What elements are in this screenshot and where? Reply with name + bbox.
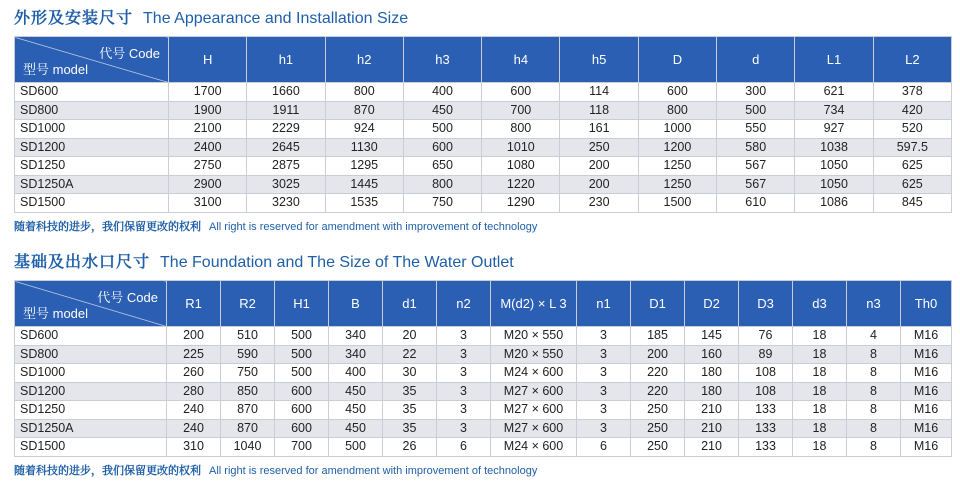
value-cell: 500: [275, 327, 329, 346]
value-cell: 3: [437, 327, 491, 346]
foundation-table-body: [15, 327, 952, 457]
value-cell: 160: [685, 345, 739, 364]
value-cell: 3: [577, 345, 631, 364]
value-cell: M24 × 600: [491, 438, 577, 457]
value-cell: 250: [631, 419, 685, 438]
value-cell: 800: [403, 175, 481, 194]
value-cell: 20: [383, 327, 437, 346]
value-cell: 500: [717, 101, 795, 120]
value-cell: 1050: [795, 157, 873, 176]
value-cell: 18: [793, 345, 847, 364]
model-cell: SD600: [15, 83, 169, 102]
model-cell: SD1500: [15, 438, 167, 457]
value-cell: 210: [685, 401, 739, 420]
value-cell: M24 × 600: [491, 364, 577, 383]
value-cell: 600: [275, 382, 329, 401]
column-header: d: [717, 37, 795, 83]
value-cell: 340: [329, 327, 383, 346]
column-header: R1: [167, 281, 221, 327]
value-cell: 185: [631, 327, 685, 346]
value-cell: 133: [739, 438, 793, 457]
value-cell: 400: [403, 83, 481, 102]
value-cell: 1250: [638, 175, 716, 194]
value-cell: 240: [167, 401, 221, 420]
value-cell: 700: [275, 438, 329, 457]
value-cell: 1535: [325, 194, 403, 213]
value-cell: 378: [873, 83, 951, 102]
value-cell: 450: [329, 419, 383, 438]
model-cell: SD1250: [15, 401, 167, 420]
value-cell: 3: [437, 345, 491, 364]
value-cell: 3025: [247, 175, 325, 194]
foundation-outlet-section: [14, 252, 952, 478]
table-row: [15, 83, 952, 102]
value-cell: 1200: [638, 138, 716, 157]
value-cell: 400: [329, 364, 383, 383]
value-cell: M16: [901, 438, 952, 457]
value-cell: 610: [717, 194, 795, 213]
value-cell: 280: [167, 382, 221, 401]
value-cell: 3100: [169, 194, 247, 213]
table-row: [15, 382, 952, 401]
value-cell: 734: [795, 101, 873, 120]
table-row: [15, 345, 952, 364]
value-cell: 600: [275, 401, 329, 420]
value-cell: M16: [901, 327, 952, 346]
table-row: [15, 138, 952, 157]
value-cell: 240: [167, 419, 221, 438]
value-cell: 750: [221, 364, 275, 383]
value-cell: 927: [795, 120, 873, 139]
value-cell: 700: [482, 101, 560, 120]
table-corner-header: [15, 281, 167, 327]
value-cell: 200: [167, 327, 221, 346]
value-cell: 750: [403, 194, 481, 213]
column-header: B: [329, 281, 383, 327]
column-header: H1: [275, 281, 329, 327]
column-header: h4: [482, 37, 560, 83]
model-cell: SD1250A: [15, 419, 167, 438]
column-header: M(d2) × L 3: [491, 281, 577, 327]
corner-model-label: 型号 model: [23, 62, 89, 77]
value-cell: 3: [577, 419, 631, 438]
value-cell: 500: [275, 364, 329, 383]
value-cell: 18: [793, 401, 847, 420]
value-cell: 76: [739, 327, 793, 346]
value-cell: 650: [403, 157, 481, 176]
table-row: [15, 419, 952, 438]
value-cell: M16: [901, 382, 952, 401]
value-cell: 3: [577, 382, 631, 401]
value-cell: M20 × 550: [491, 345, 577, 364]
value-cell: 3230: [247, 194, 325, 213]
value-cell: 8: [847, 401, 901, 420]
value-cell: 1295: [325, 157, 403, 176]
value-cell: 3: [437, 382, 491, 401]
table-corner-header: [15, 37, 169, 83]
value-cell: 1220: [482, 175, 560, 194]
column-header: h3: [403, 37, 481, 83]
value-cell: 340: [329, 345, 383, 364]
value-cell: 22: [383, 345, 437, 364]
value-cell: 220: [631, 364, 685, 383]
value-cell: 621: [795, 83, 873, 102]
value-cell: 3: [437, 419, 491, 438]
value-cell: 8: [847, 364, 901, 383]
value-cell: 1080: [482, 157, 560, 176]
value-cell: 200: [631, 345, 685, 364]
disclaimer-en: All right is reserved for amendment with improvement of technology: [209, 220, 538, 233]
value-cell: 510: [221, 327, 275, 346]
column-header: h2: [325, 37, 403, 83]
value-cell: 1050: [795, 175, 873, 194]
table-row: [15, 364, 952, 383]
value-cell: 550: [717, 120, 795, 139]
value-cell: 220: [631, 382, 685, 401]
corner-model-label: 型号 model: [23, 306, 89, 321]
value-cell: 250: [560, 138, 638, 157]
value-cell: 8: [847, 345, 901, 364]
value-cell: 1700: [169, 83, 247, 102]
table-row: [15, 157, 952, 176]
table-row: [15, 438, 952, 457]
table-header-row: [15, 37, 952, 83]
value-cell: 450: [403, 101, 481, 120]
value-cell: 260: [167, 364, 221, 383]
value-cell: 108: [739, 364, 793, 383]
value-cell: 1086: [795, 194, 873, 213]
model-cell: SD1000: [15, 120, 169, 139]
value-cell: 114: [560, 83, 638, 102]
value-cell: 108: [739, 382, 793, 401]
value-cell: 2875: [247, 157, 325, 176]
value-cell: 2229: [247, 120, 325, 139]
value-cell: 520: [873, 120, 951, 139]
value-cell: M16: [901, 419, 952, 438]
value-cell: 3: [577, 364, 631, 383]
value-cell: 118: [560, 101, 638, 120]
value-cell: 18: [793, 327, 847, 346]
value-cell: 450: [329, 401, 383, 420]
column-header: D: [638, 37, 716, 83]
value-cell: 180: [685, 364, 739, 383]
column-header: L1: [795, 37, 873, 83]
model-cell: SD1200: [15, 138, 169, 157]
table-row: [15, 101, 952, 120]
foundation-outlet-table: [14, 280, 952, 457]
value-cell: 3: [437, 401, 491, 420]
value-cell: 870: [325, 101, 403, 120]
value-cell: 800: [482, 120, 560, 139]
value-cell: 2645: [247, 138, 325, 157]
value-cell: 18: [793, 364, 847, 383]
column-header: Th0: [901, 281, 952, 327]
table-row: [15, 327, 952, 346]
value-cell: 2900: [169, 175, 247, 194]
model-cell: SD800: [15, 345, 167, 364]
value-cell: 26: [383, 438, 437, 457]
section-title: [14, 252, 952, 274]
value-cell: M27 × 600: [491, 419, 577, 438]
value-cell: 3: [577, 401, 631, 420]
value-cell: 200: [560, 175, 638, 194]
table-row: [15, 175, 952, 194]
value-cell: 567: [717, 157, 795, 176]
model-cell: SD1250: [15, 157, 169, 176]
value-cell: 310: [167, 438, 221, 457]
value-cell: 145: [685, 327, 739, 346]
column-header: n2: [437, 281, 491, 327]
value-cell: 250: [631, 438, 685, 457]
value-cell: 1911: [247, 101, 325, 120]
value-cell: 133: [739, 401, 793, 420]
value-cell: 35: [383, 401, 437, 420]
section-title: [14, 8, 952, 30]
value-cell: 8: [847, 382, 901, 401]
section-title-cn: 基础及出水口尺寸: [14, 254, 151, 271]
value-cell: M20 × 550: [491, 327, 577, 346]
model-cell: SD1200: [15, 382, 167, 401]
value-cell: 6: [577, 438, 631, 457]
column-header: h5: [560, 37, 638, 83]
column-header: D3: [739, 281, 793, 327]
value-cell: 2750: [169, 157, 247, 176]
value-cell: 1038: [795, 138, 873, 157]
disclaimer-cn: 随着科技的进步，我们保留更改的权利: [14, 220, 201, 233]
value-cell: 600: [275, 419, 329, 438]
disclaimer-en: All right is reserved for amendment with improvement of technology: [209, 464, 538, 477]
value-cell: 1250: [638, 157, 716, 176]
column-header: H: [169, 37, 247, 83]
value-cell: 580: [717, 138, 795, 157]
value-cell: M16: [901, 401, 952, 420]
value-cell: 1010: [482, 138, 560, 157]
value-cell: 133: [739, 419, 793, 438]
value-cell: 625: [873, 175, 951, 194]
value-cell: M16: [901, 345, 952, 364]
value-cell: 1130: [325, 138, 403, 157]
value-cell: 800: [325, 83, 403, 102]
disclaimer-note: [14, 218, 952, 234]
value-cell: 800: [638, 101, 716, 120]
value-cell: 420: [873, 101, 951, 120]
column-header: d1: [383, 281, 437, 327]
model-cell: SD600: [15, 327, 167, 346]
model-cell: SD1250A: [15, 175, 169, 194]
column-header: h1: [247, 37, 325, 83]
value-cell: 3: [577, 327, 631, 346]
value-cell: 161: [560, 120, 638, 139]
value-cell: M27 × 600: [491, 401, 577, 420]
value-cell: 1000: [638, 120, 716, 139]
column-header: n3: [847, 281, 901, 327]
value-cell: 18: [793, 438, 847, 457]
value-cell: 1500: [638, 194, 716, 213]
value-cell: 30: [383, 364, 437, 383]
value-cell: 845: [873, 194, 951, 213]
value-cell: 870: [221, 401, 275, 420]
disclaimer-cn: 随着科技的进步，我们保留更改的权利: [14, 464, 201, 477]
value-cell: 8: [847, 438, 901, 457]
value-cell: 210: [685, 419, 739, 438]
value-cell: 1290: [482, 194, 560, 213]
model-cell: SD800: [15, 101, 169, 120]
value-cell: 3: [437, 364, 491, 383]
appearance-table-body: [15, 83, 952, 213]
value-cell: 8: [847, 419, 901, 438]
section-title-en: The Appearance and Installation Size: [143, 10, 409, 27]
value-cell: 597.5: [873, 138, 951, 157]
value-cell: 600: [482, 83, 560, 102]
value-cell: 1040: [221, 438, 275, 457]
disclaimer-note: [14, 462, 952, 478]
value-cell: 200: [560, 157, 638, 176]
value-cell: 300: [717, 83, 795, 102]
value-cell: 2100: [169, 120, 247, 139]
table-row: [15, 401, 952, 420]
value-cell: 450: [329, 382, 383, 401]
value-cell: 600: [403, 138, 481, 157]
value-cell: 850: [221, 382, 275, 401]
column-header: D1: [631, 281, 685, 327]
column-header: L2: [873, 37, 951, 83]
corner-code-label: 代号 Code: [97, 290, 158, 305]
value-cell: M27 × 600: [491, 382, 577, 401]
corner-code-label: 代号 Code: [99, 46, 160, 61]
model-cell: SD1500: [15, 194, 169, 213]
appearance-size-section: [14, 8, 952, 234]
value-cell: 180: [685, 382, 739, 401]
value-cell: 1445: [325, 175, 403, 194]
column-header: n1: [577, 281, 631, 327]
appearance-size-table: [14, 36, 952, 213]
column-header: d3: [793, 281, 847, 327]
value-cell: 225: [167, 345, 221, 364]
value-cell: M16: [901, 364, 952, 383]
column-header: R2: [221, 281, 275, 327]
model-cell: SD1000: [15, 364, 167, 383]
section-title-en: The Foundation and The Size of The Water Outlet: [160, 254, 514, 271]
value-cell: 590: [221, 345, 275, 364]
value-cell: 1660: [247, 83, 325, 102]
value-cell: 89: [739, 345, 793, 364]
value-cell: 250: [631, 401, 685, 420]
value-cell: 567: [717, 175, 795, 194]
value-cell: 2400: [169, 138, 247, 157]
table-row: [15, 194, 952, 213]
value-cell: 870: [221, 419, 275, 438]
value-cell: 18: [793, 419, 847, 438]
value-cell: 1900: [169, 101, 247, 120]
section-title-cn: 外形及安装尺寸: [14, 10, 134, 27]
value-cell: 35: [383, 419, 437, 438]
value-cell: 625: [873, 157, 951, 176]
value-cell: 18: [793, 382, 847, 401]
column-header: D2: [685, 281, 739, 327]
value-cell: 35: [383, 382, 437, 401]
value-cell: 4: [847, 327, 901, 346]
table-header-row: [15, 281, 952, 327]
value-cell: 500: [275, 345, 329, 364]
table-row: [15, 120, 952, 139]
value-cell: 6: [437, 438, 491, 457]
value-cell: 600: [638, 83, 716, 102]
value-cell: 924: [325, 120, 403, 139]
value-cell: 500: [403, 120, 481, 139]
value-cell: 500: [329, 438, 383, 457]
value-cell: 210: [685, 438, 739, 457]
value-cell: 230: [560, 194, 638, 213]
